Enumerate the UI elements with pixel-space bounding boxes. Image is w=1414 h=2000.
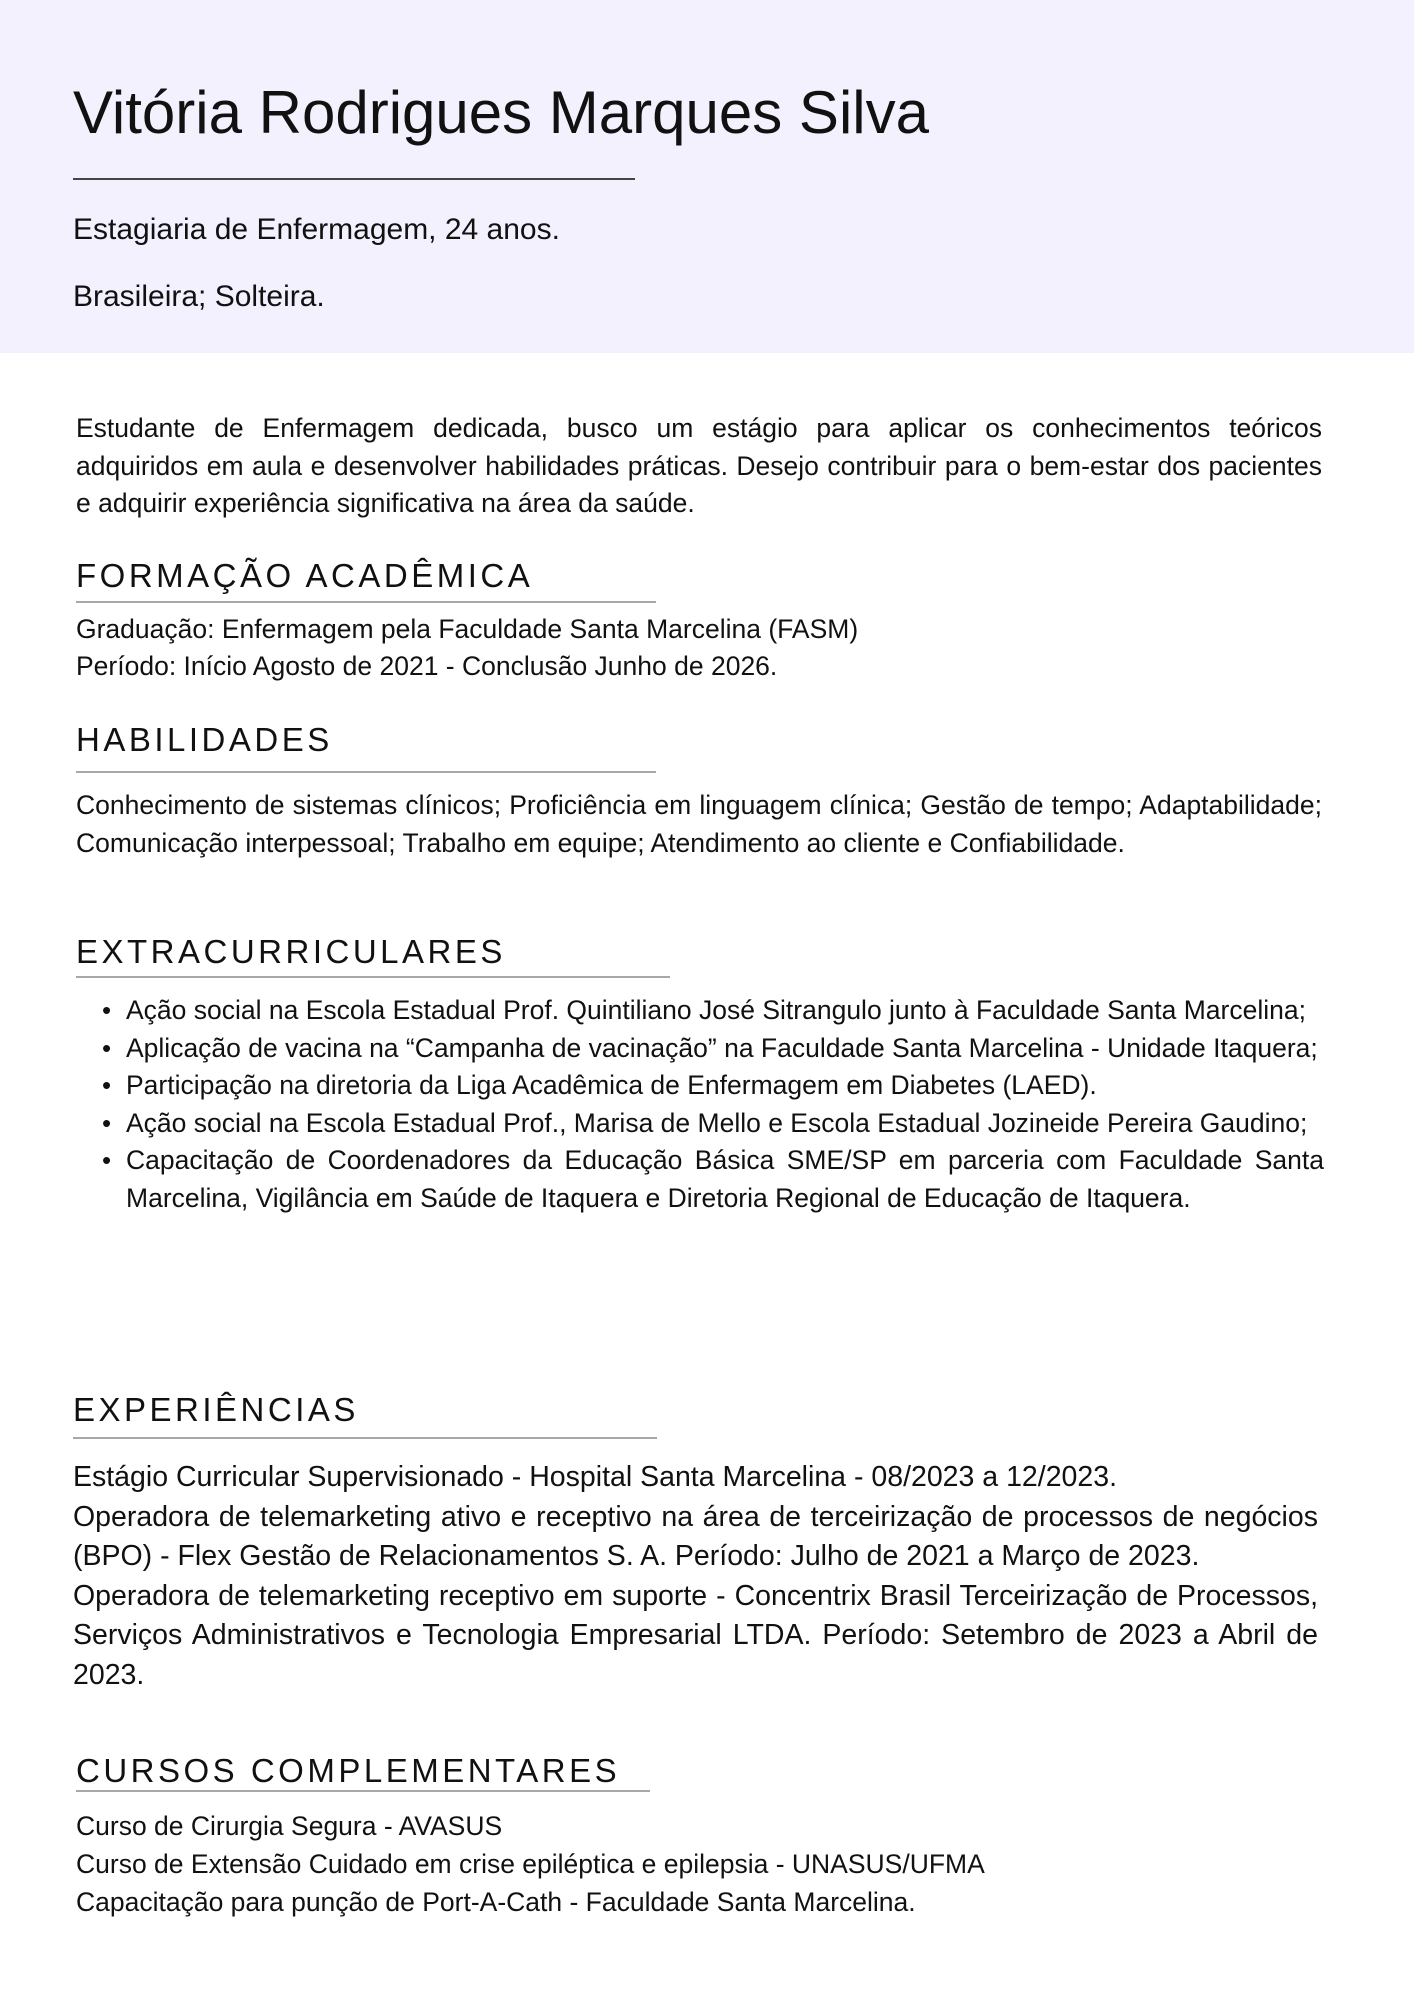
experience-item: Operadora de telemarketing receptivo em suporte - Concentrix Brasil Terceirização de Processos, Serviços Administrativos e Tecnologia Empresarial LTDA. Período: Setembro de 2023 a Abril de 2023. [73,1579,1318,1691]
section-divider-extracurricular [76,976,670,978]
list-item-text: Aplicação de vacina na “Campanha de vacinação” na Faculdade Santa Marcelina - Unidade Itaquera; [126,1032,1318,1063]
experience-item: Estágio Curricular Supervisionado - Hospital Santa Marcelina - 08/2023 a 12/2023. [73,1461,1118,1493]
bullet-icon: • [102,1070,112,1100]
education-line: Período: Início Agosto de 2021 - Conclusão Junho de 2026. [76,651,778,681]
list-item-text: Ação social na Escola Estadual Prof., Marisa de Mello e Escola Estadual Jozineide Pereira Gaudino; [126,1107,1308,1138]
section-divider-experience [73,1437,657,1439]
section-title-education: FORMAÇÃO ACADÊMICA [76,557,534,594]
list-item [102,1030,1324,1068]
list-item-text: Ação social na Escola Estadual Prof. Quintiliano José Sitrangulo junto à Faculdade Santa Marcelina; [126,995,1306,1025]
course-item: Capacitação para punção de Port-A-Cath - Faculdade Santa Marcelina. [76,1887,916,1917]
section-title-skills: HABILIDADES [76,721,333,758]
bullet-icon: • [102,995,112,1025]
list-item-text: Participação na diretoria da Liga Acadêmica de Enfermagem em Diabetes (LAED). [126,1070,1097,1100]
bullet-icon: • [102,1145,112,1175]
nationality-line: Brasileira; Solteira. [73,280,325,313]
profile-summary: Estudante de Enfermagem dedicada, busco um estágio para aplicar os conhecimentos teóricos adquiridos em aula e desenvolver habilidades práticas. Desejo contribuir para o bem-estar dos pacientes e adquirir experiência significativa na área da saúde. [76,413,1322,518]
extracurricular-list [102,992,1324,1217]
section-divider-courses [76,1790,650,1792]
section-divider-education [76,601,656,603]
education-line: Graduação: Enfermagem pela Faculdade Santa Marcelina (FASM) [76,614,859,644]
course-item: Curso de Extensão Cuidado em crise epiléptica e epilepsia - UNASUS/UFMA [76,1849,985,1879]
role-age-line: Estagiaria de Enfermagem, 24 anos. [73,213,560,246]
experience-list [73,1458,1318,1695]
skills-text: Conhecimento de sistemas clínicos; Proficiência em linguagem clínica; Gestão de tempo; Adaptabilidade; Comunicação interpessoal; Trabalho em equipe; Atendimento ao cliente e Confiabilidade. [76,790,1322,858]
list-item-text: Capacitação de Coordenadores da Educação Básica SME/SP em parceria com Faculdade Santa Marcelina, Vigilância em Saúde de Itaquera e Diretoria Regional de Educação de Itaquera. [126,1145,1324,1213]
experience-item: Operadora de telemarketing ativo e receptivo na área de terceirização de processos de negócios (BPO) - Flex Gestão de Relacionamentos S. A. Período: Julho de 2021 a Março de 2023. [73,1500,1318,1572]
candidate-name: Vitória Rodrigues Marques Silva [73,79,929,146]
list-item [102,1067,1324,1105]
name-divider [73,178,635,180]
list-item [102,1142,1324,1217]
section-title-courses: CURSOS COMPLEMENTARES [76,1752,621,1789]
list-item [102,992,1324,1030]
list-item [102,1105,1324,1143]
course-item: Curso de Cirurgia Segura - AVASUS [76,1811,503,1841]
bullet-icon: • [102,1107,112,1138]
section-title-experience: EXPERIÊNCIAS [73,1391,359,1428]
section-divider-skills [76,771,656,773]
bullet-icon: • [102,1032,112,1063]
section-title-extracurricular: EXTRACURRICULARES [76,933,506,970]
